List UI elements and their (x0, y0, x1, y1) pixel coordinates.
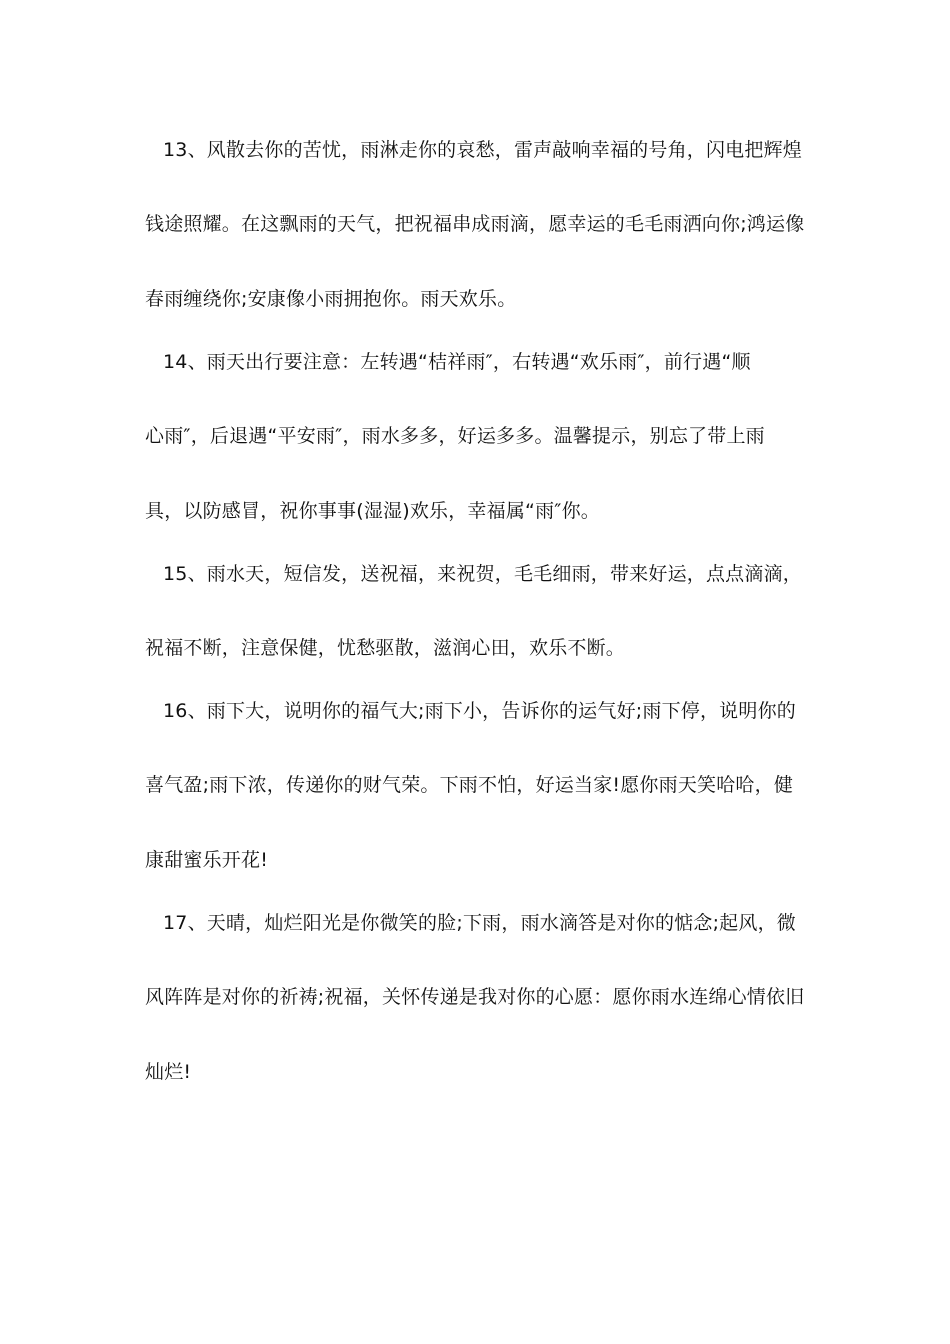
paragraph-line: 春雨缠绕你;安康像小雨拥抱你。雨天欢乐。 (145, 288, 517, 310)
paragraph-line: 13、风散去你的苦忧，雨淋走你的哀愁，雷声敲响幸福的号角，闪电把辉煌 (163, 139, 802, 161)
paragraph-line: 16、雨下大，说明你的福气大;雨下小，告诉你的运气好;雨下停，说明你的 (163, 700, 796, 722)
paragraph-line: 喜气盈;雨下浓，传递你的财气荣。下雨不怕，好运当家!愿你雨天笑哈哈，健 (145, 774, 794, 796)
paragraph-line: 14、雨天出行要注意：左转遇“桔祥雨″，右转遇“欢乐雨″，前行遇“顺 (163, 351, 751, 373)
paragraph-line: 钱途照耀。在这飘雨的天气，把祝福串成雨滴，愿幸运的毛毛雨洒向你;鸿运像 (145, 213, 805, 235)
paragraph-line: 康甜蜜乐开花! (145, 849, 269, 871)
paragraph-line: 灿烂! (145, 1061, 192, 1083)
paragraph-line: 具，以防感冒，祝你事事(湿湿)欢乐，幸福属“雨″你。 (145, 500, 600, 522)
paragraph-line: 17、天晴，灿烂阳光是你微笑的脸;下雨，雨水滴答是对你的惦念;起风，微 (163, 912, 796, 934)
paragraph-line: 祝福不断，注意保健，忧愁驱散，滋润心田，欢乐不断。 (145, 637, 626, 659)
paragraph-line: 15、雨水天，短信发，送祝福，来祝贺，毛毛细雨，带来好运，点点滴滴， (163, 563, 802, 585)
paragraph-line: 风阵阵是对你的祈祷;祝福，关怀传递是我对你的心愿：愿你雨水连绵心情依旧 (145, 986, 805, 1008)
paragraph-line: 心雨″，后退遇“平安雨″，雨水多多，好运多多。温馨提示，别忘了带上雨 (145, 425, 765, 447)
